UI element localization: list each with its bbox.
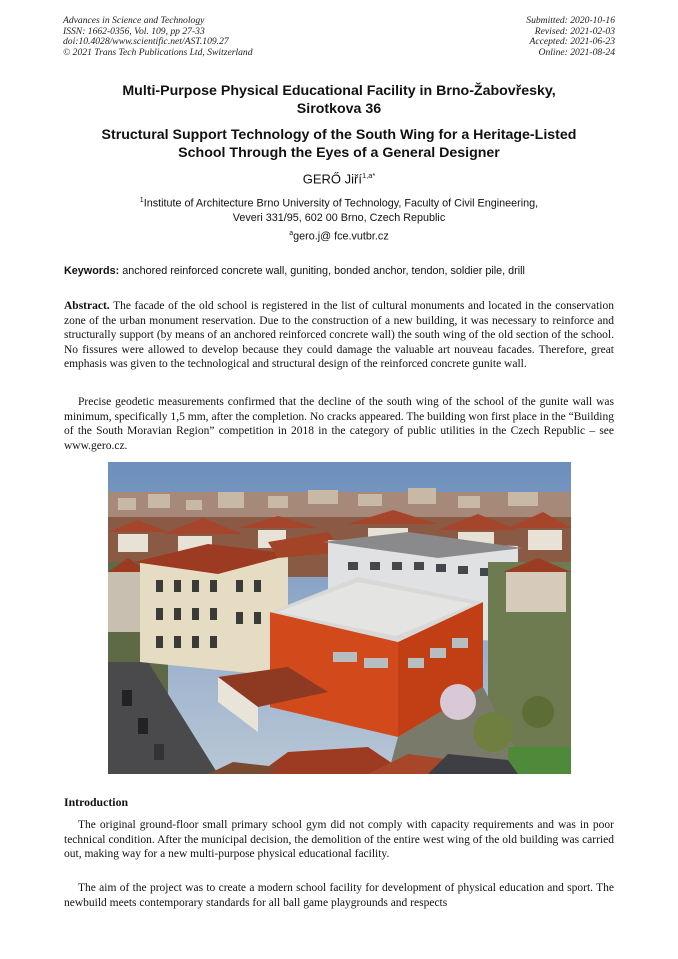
affiliation-line-1: Institute of Architecture Brno University of Technology, Faculty of Civil Engineering,	[143, 197, 539, 210]
email-address: gero.j@ fce.vutbr.cz	[293, 230, 389, 243]
affiliation-sup: 1	[139, 197, 144, 204]
paper-title	[40, 82, 638, 118]
title-line-2: Sirotkova 36	[296, 101, 382, 117]
abstract-label: Abstract.	[64, 300, 110, 312]
subtitle-line-1: Structural Support Technology of the South Wing for a Heritage-Listed	[101, 127, 577, 143]
affiliation	[60, 194, 618, 225]
dates-header	[526, 16, 615, 58]
abstract-text-1: The facade of the old school is registered in the list of cultural monuments and located in the conservation zone of the urban monument reservation. Due to the construction of a new building, it was necessary to reinforce and structurally support (by means of an anchored reinforced concrete wall) the south wing of the old section of the school. No fissures were allowed to develop because they could damage the valuable art nouveau facades. Therefore, great emphasis was given to the technological and structural design of the reinforced concrete gunite wall.	[64, 300, 614, 371]
journal-name: Advances in Science and Technology	[63, 15, 205, 26]
issn: ISSN: 1662-0356, Vol. 109, pp 27-33	[63, 25, 205, 37]
journal-header	[63, 16, 253, 58]
author-email	[0, 230, 678, 243]
introduction-paragraph-1: The original ground-floor small primary school gym did not comply with capacity requirements and was in poor technical condition. After the municipal decision, the demolition of the entire west wing of the old building was carried out, making way for a new multi-purpose physical educational facility.	[64, 819, 614, 861]
author-name: GERŐ Jiří	[302, 171, 362, 187]
introduction-paragraph-2: The aim of the project was to create a modern school facility for development of physical education and sport. The newbuild meets contemporary standards for all ball game playgrounds and respects	[64, 882, 614, 909]
abstract-paragraph-1	[64, 299, 614, 372]
author-sup: 1,a*	[361, 171, 376, 180]
author	[0, 171, 678, 186]
date-accepted: Accepted: 2021-06-23	[529, 36, 615, 48]
introduction-heading: Introduction	[64, 795, 129, 809]
title-line-1: Multi-Purpose Physical Educational Facility in Brno-Žabovřesky,	[122, 83, 556, 99]
abstract-paragraph-2: Precise geodetic measurements confirmed that the decline of the south wing of the school of the gunite wall was minimum, specifically 1,5 mm, after the completion. No cracks appeared. The building won first place in the “Building of the South Moravian Region” competition in 2018 in the category of public utilities in the Czech Republic – see www.gero.cz.	[64, 396, 614, 452]
date-revised: Revised: 2021-02-03	[534, 25, 615, 37]
keywords	[64, 265, 616, 277]
date-online: Online: 2021-08-24	[538, 46, 615, 58]
keywords-text: anchored reinforced concrete wall, guniting, bonded anchor, tendon, soldier pile, drill	[122, 265, 525, 277]
keywords-label: Keywords:	[64, 265, 120, 277]
email-sup: a	[289, 230, 294, 237]
doi: doi:10.4028/www.scientific.net/AST.109.27	[63, 36, 229, 48]
date-submitted: Submitted: 2020-10-16	[526, 15, 615, 26]
affiliation-line-2: Veveri 331/95, 602 00 Brno, Czech Republic	[232, 211, 446, 224]
photo-illustration	[108, 462, 571, 774]
building-aerial-photo	[108, 462, 571, 774]
copyright: © 2021 Trans Tech Publications Ltd, Switzerland	[63, 46, 253, 58]
paper-subtitle	[40, 126, 638, 162]
subtitle-line-2: School Through the Eyes of a General Designer	[178, 145, 500, 161]
